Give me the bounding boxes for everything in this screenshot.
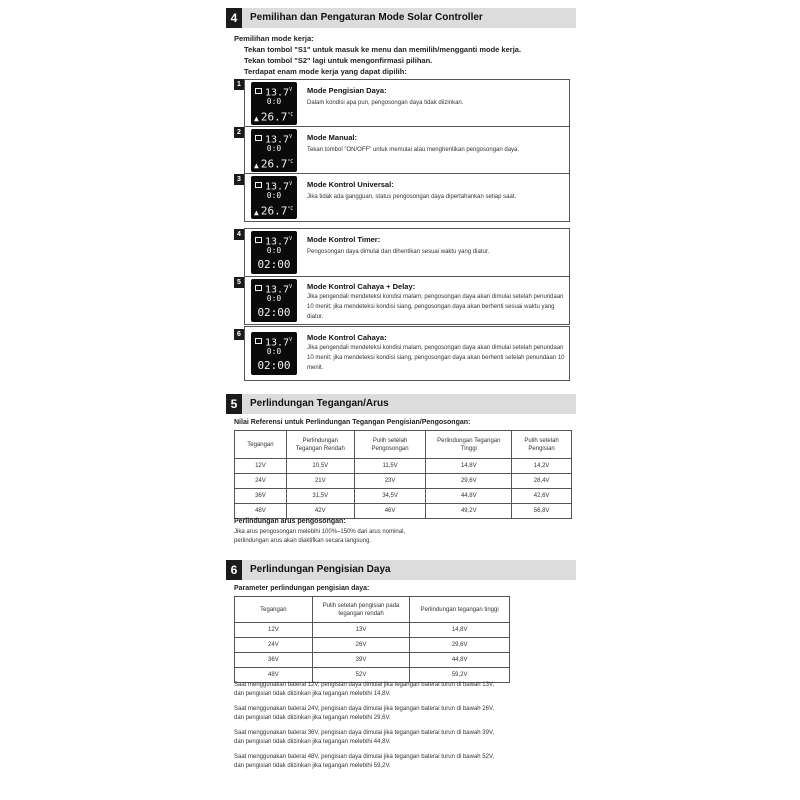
mode-title: Mode Kontrol Universal:: [307, 180, 394, 189]
section-title: Perlindungan Pengisian Daya: [250, 564, 391, 575]
section-title: Pemilihan dan Pengaturan Mode Solar Controller: [250, 12, 483, 23]
bell-icon: ▲: [254, 160, 259, 170]
table-row: 36V 39V 44,8V: [235, 653, 510, 668]
mode-description: Dalam kondisi apa pun, pengosongan daya tidak diizinkan.: [307, 100, 464, 106]
lcd-temperature: 26.7: [260, 204, 288, 218]
table-header: Perlindungan Tegangan Rendah: [286, 431, 354, 459]
lcd-voltage: 13.7: [265, 87, 290, 99]
table-row: 48V 52V 59,2V: [235, 668, 510, 683]
lcd-voltage: 13.7: [265, 134, 290, 146]
battery-icon: [255, 135, 262, 141]
section-number: 6: [226, 560, 242, 580]
mode-description: Tekan tombol "ON/OFF" untuk memulai atau menghentikan pengosongan daya.: [307, 147, 520, 153]
table-row: 24V 26V 29,6V: [235, 638, 510, 653]
intro-line: Tekan tombol "S1" untuk masuk ke menu dan memilih/mengganti mode kerja.: [244, 45, 522, 54]
table-header: Perlindungan tegangan tinggi: [410, 597, 510, 623]
intro-heading: Pemilihan mode kerja:: [234, 34, 314, 43]
charge-note: Saat menggunakan baterai 48V, pengisian daya dimulai jika tegangan baterai turun di bawah 52V, dan pengisian tidak diizinkan jika tegangan melebihi 59,2V.: [234, 754, 495, 769]
mode-description: Jika pengendali mendeteksi kondisi malam, pengosongan daya akan dimulai setelah penundaan 10 menit; jika mendeteksi kondisi siang, pengosongan daya akan berhenti sesuai waktu yang diatur.: [307, 294, 564, 320]
battery-icon: [255, 285, 262, 291]
mode-description: Jika pengendali mendeteksi kondisi malam, pengosongan daya akan dimulai setelah penundaan 10 menit; jika mendeteksi kondisi siang, pengosongan daya akan berhenti setelah penundaan 10 menit.: [307, 345, 565, 371]
lcd-display: $13.7^V$ 0:0 ▲ $26.7^{^\circ C}$: [251, 176, 297, 219]
table-header: Pulih setelah Pengosongan: [354, 431, 426, 459]
section-4-header: [226, 8, 576, 28]
mode-number-badge: 3: [234, 174, 244, 185]
charge-note: Saat menggunakan baterai 12V, pengisian daya dimulai jika tegangan baterai turun di bawah 13V, dan pengisian tidak diizinkan jika tegangan melebihi 14,8V.: [234, 682, 495, 697]
lcd-temperature: 26.7: [260, 110, 288, 124]
mode-card: [244, 326, 570, 381]
lcd-display: $13.7^V$ 0:0 02:00: [251, 231, 297, 274]
lcd-timer: 02:00: [257, 359, 291, 372]
table-header: Tegangan: [235, 431, 287, 459]
lcd-middle: 0:0: [266, 347, 282, 356]
mode-title: Mode Kontrol Cahaya:: [307, 333, 387, 342]
lcd-middle: 0:0: [266, 191, 282, 200]
table-header: Perlindungan Tegangan Tinggi: [426, 431, 512, 459]
mode-title: Mode Kontrol Cahaya + Delay:: [307, 282, 416, 291]
voltage-protection-table: [234, 430, 572, 519]
lcd-display: $13.7^V$ 0:0 ▲ $26.7^{^\circ C}$: [251, 82, 297, 125]
charge-protection-table: [234, 596, 510, 683]
lcd-middle: 0:0: [266, 294, 282, 303]
mode-description: Jika tidak ada gangguan, status pengosongan daya dipertahankan setiap saat.: [307, 194, 517, 200]
table-header: Tegangan: [235, 597, 313, 623]
voltage-table-caption: Nilai Referensi untuk Perlindungan Tegangan Pengisian/Pengosongan:: [234, 419, 471, 426]
lcd-display: $13.7^V$ 0:0 02:00: [251, 332, 297, 375]
lcd-voltage: 13.7: [265, 236, 290, 248]
mode-intro: [234, 33, 521, 77]
charge-note: Saat menggunakan baterai 24V, pengisian daya dimulai jika tegangan baterai turun di bawah 26V, dan pengisian tidak diizinkan jika tegangan melebihi 29,6V.: [234, 706, 495, 721]
discharge-protection-text: Jika arus pengosongan melebihi 100%–150% dari arus nominal, perlindungan arus akan diaktifkan secara langsung.: [234, 529, 406, 544]
table-row: 24V 21V 23V 29,6V 28,4V: [235, 474, 572, 489]
intro-line: Tekan tombol "S2" lagi untuk mengonfirmasi pilihan.: [244, 56, 433, 65]
mode-number-badge: 1: [234, 79, 244, 90]
section-title: Perlindungan Tegangan/Arus: [250, 398, 389, 409]
table-header: Pulih setelah Pengisian: [512, 431, 572, 459]
table-header: Pulih setelah pengisian pada tegangan rendah: [312, 597, 410, 623]
bell-icon: ▲: [254, 113, 259, 123]
bell-icon: ▲: [254, 207, 259, 217]
lcd-voltage: 13.7: [265, 181, 290, 193]
table-row: 12V 10,5V 11,5V 14,8V 14,2V: [235, 459, 572, 474]
mode-title: Mode Manual:: [307, 133, 357, 142]
lcd-timer: 02:00: [257, 306, 291, 319]
mode-card: [244, 276, 570, 325]
lcd-voltage: 13.7: [265, 284, 290, 296]
table-row: 12V 13V 14,8V: [235, 623, 510, 638]
mode-description: Pengosongan daya dimulai dan dihentikan sesuai waktu yang diatur.: [307, 249, 490, 255]
table-row: 48V 42V 46V 49,2V 56,8V: [235, 504, 572, 519]
mode-number-badge: 6: [234, 329, 244, 340]
battery-icon: [255, 338, 262, 344]
lcd-voltage: 13.7: [265, 337, 290, 349]
mode-card: [244, 228, 570, 277]
battery-icon: [255, 182, 262, 188]
table-row: 36V 31,5V 34,5V 44,8V 42,6V: [235, 489, 572, 504]
mode-number-badge: 2: [234, 127, 244, 138]
charge-table-caption: Parameter perlindungan pengisian daya:: [234, 585, 370, 592]
mode-title: Mode Kontrol Timer:: [307, 235, 381, 244]
lcd-middle: 0:0: [266, 144, 282, 153]
section-number: 4: [226, 8, 242, 28]
mode-card: [244, 79, 570, 128]
lcd-middle: 0:0: [266, 246, 282, 255]
intro-line: Terdapat enam mode kerja yang dapat dipilih:: [244, 67, 407, 76]
mode-title: Mode Pengisian Daya:: [307, 86, 387, 95]
battery-icon: [255, 88, 262, 94]
charge-note: Saat menggunakan baterai 36V, pengisian daya dimulai jika tegangan baterai turun di bawah 39V, dan pengisian tidak diizinkan jika tegangan melebihi 44,8V.: [234, 730, 495, 745]
lcd-timer: 02:00: [257, 258, 291, 271]
mode-number-badge: 4: [234, 229, 244, 240]
mode-card: [244, 126, 570, 175]
battery-icon: [255, 237, 262, 243]
section-6-header: [226, 560, 576, 580]
lcd-display: $13.7^V$ 0:0 ▲ $26.7^{^\circ C}$: [251, 129, 297, 172]
lcd-middle: 0:0: [266, 97, 282, 106]
discharge-protection-heading: Perlindungan arus pengosongan:: [234, 518, 346, 525]
section-number: 5: [226, 394, 242, 414]
lcd-temperature: 26.7: [260, 157, 288, 171]
section-5-header: [226, 394, 576, 414]
mode-card: [244, 173, 570, 222]
mode-number-badge: 5: [234, 277, 244, 288]
lcd-display: $13.7^V$ 0:0 02:00: [251, 279, 297, 322]
